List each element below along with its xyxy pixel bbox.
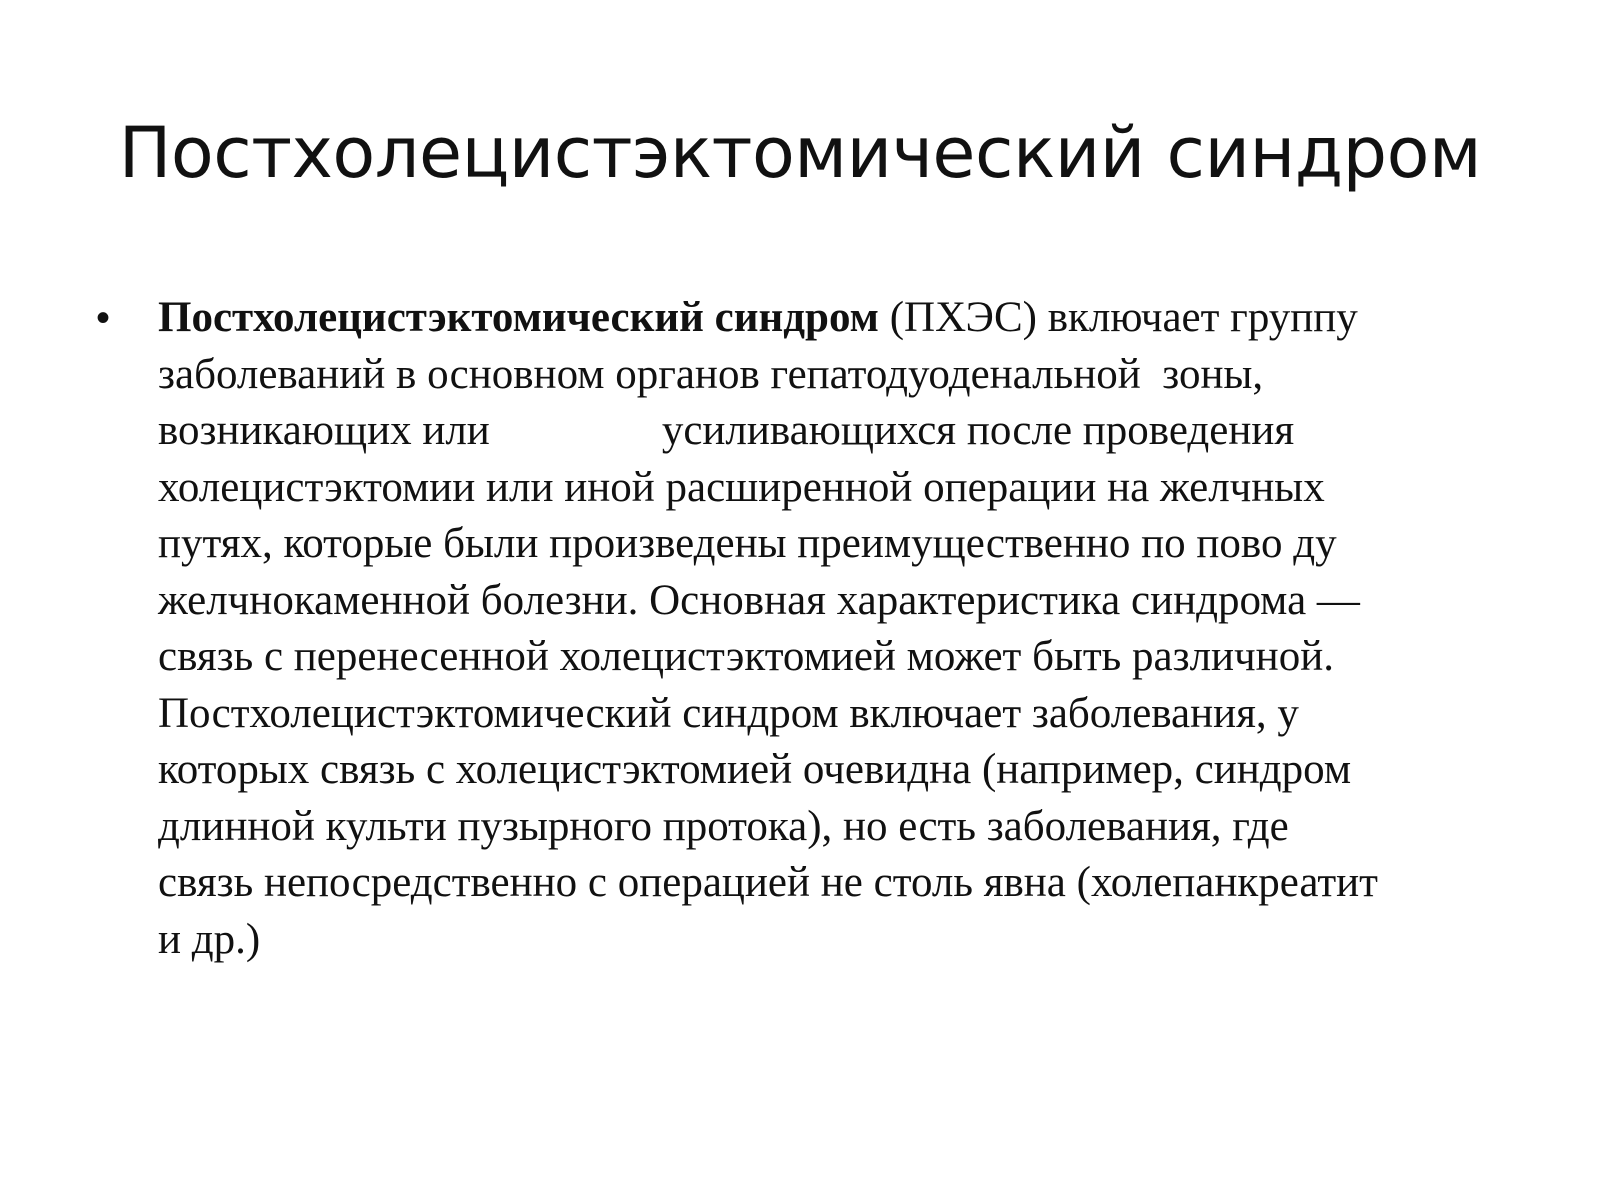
bullet-marker: • bbox=[96, 296, 111, 340]
text-line: и др.) bbox=[158, 915, 261, 963]
text-line: желчнокаменной болезни. Основная характеристика синдрома — bbox=[158, 576, 1360, 624]
text-line: связь с перенесенной холецистэктомией может быть различной. bbox=[158, 633, 1334, 680]
bullet-text bbox=[158, 290, 1516, 968]
text-line: Постхолецистэктомический синдром включает заболевания, у bbox=[158, 689, 1299, 737]
text-line: длинной культи пузырного протока), но есть заболевания, где bbox=[158, 802, 1289, 850]
bullet-list bbox=[96, 290, 1516, 968]
text-fragment: (ПХЭС) включает группу bbox=[878, 294, 1358, 341]
text-line: путях, которые были произведены преимущественно по пово ду bbox=[158, 520, 1337, 567]
text-line bbox=[158, 290, 1516, 347]
text-line: возникающих или усиливающихся после проведения bbox=[158, 407, 1295, 454]
text-line: связь непосредственно с операцией не столь явна (холепанкреатит bbox=[158, 859, 1378, 906]
text-line: холецистэктомии или иной расширенной операции на желчных bbox=[158, 463, 1325, 511]
text-line: которых связь с холецистэктомией очевидна (например, синдром bbox=[158, 746, 1352, 793]
bold-term: Постхолецистэктомический синдром bbox=[158, 294, 879, 341]
slide-title: Постхолецистэктомический синдром bbox=[118, 112, 1482, 194]
text-line: заболеваний в основном органов гепатодуоденальной зоны, bbox=[158, 350, 1264, 398]
bullet-item bbox=[96, 290, 1516, 968]
